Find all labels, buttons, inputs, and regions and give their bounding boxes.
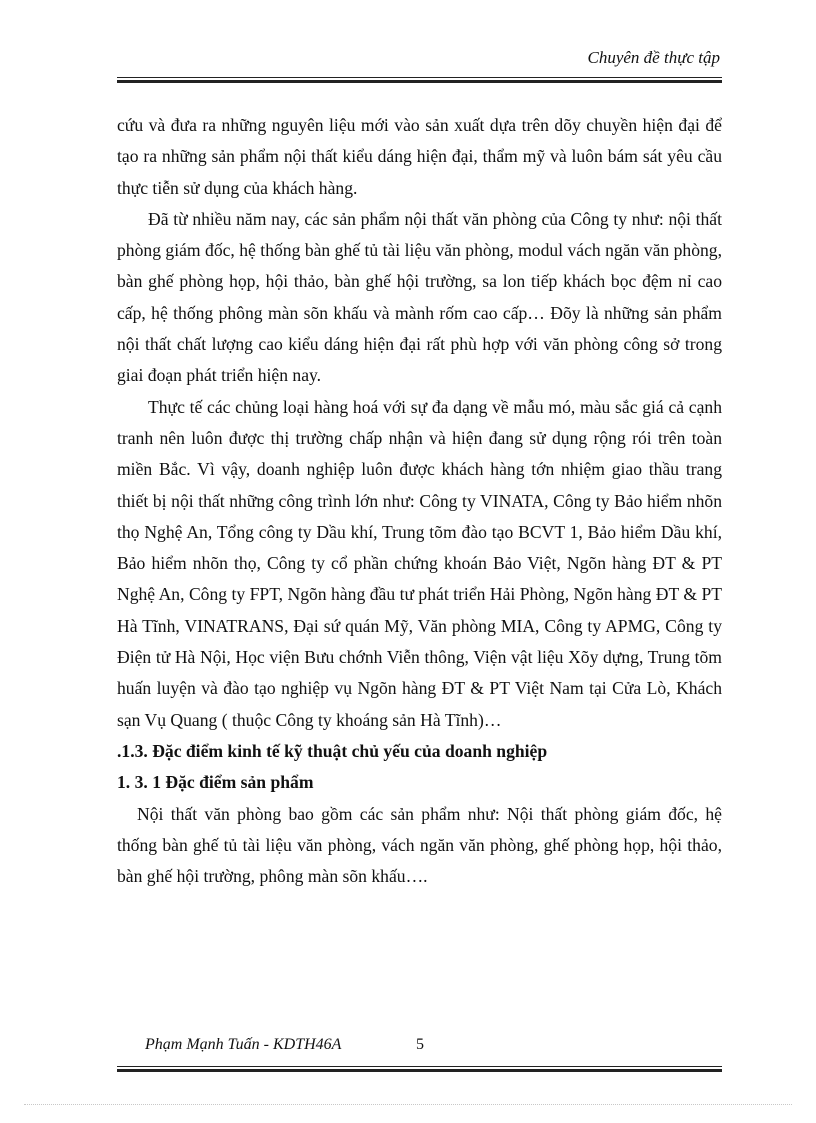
header-rule-thick [117, 80, 722, 83]
page-body [117, 110, 722, 892]
footer-rule-thin [117, 1066, 722, 1067]
header-title: Chuyên đề thực tập [587, 48, 720, 67]
footer-rule-thick [117, 1069, 722, 1072]
paragraph-clients: Thực tế các chủng loại hàng hoá với sự đa dạng về mẫu mó, màu sắc giá cả cạnh tranh nên luôn được thị trường chấp nhận và hiện đang sử dụng rộng rói trên toàn miền Bắc. Vì vậy, doanh nghiệp luôn được khách hàng tớn nhiệm giao thầu trang thiết bị nội thất những công trình lớn như: Công ty VINATA, Công ty Bảo hiểm nhõn thọ Nghệ An, Tổng công ty Dầu khí, Trung tõm đào tạo BCVT 1, Bảo hiểm Dầu khí, Bảo hiểm nhõn thọ, Công ty cổ phần chứng khoán Bảo Việt, Ngõn hàng ĐT & PT Nghệ An, Công ty FPT, Ngõn hàng đầu tư phát triển Hải Phòng, Ngõn hàng ĐT & PT Hà Tĩnh, VINATRANS, Đại sứ quán Mỹ, Văn phòng MIA, Công ty APMG, Công ty Điện tử Hà Nội, Học viện Bưu chớnh Viễn thông, Viện vật liệu Xõy dựng, Trung tõm huấn luyện và đào tạo nghiệp vụ Ngõn hàng ĐT & PT Việt Nam tại Cửa Lò, Khách sạn Vụ Quang ( thuộc Công ty khoáng sản Hà Tĩnh)… [117, 396, 722, 730]
footer-author: Phạm Mạnh Tuấn - KDTH46A [145, 1036, 342, 1053]
page-bottom-dotted-line [24, 1104, 792, 1105]
paragraph-products: Đã từ nhiều năm nay, các sản phẩm nội thất văn phòng của Công ty như: nội thất phòng giám đốc, hệ thống bàn ghế tủ tài liệu văn phòng, modul vách ngăn văn phòng, bàn ghế phòng họp, hội thảo, bàn ghế hội trường, sa lon tiếp khách bọc đệm nỉ cao cấp, hệ thống phông màn sõn khấu và mành rốm cao cấp… Đõy là những sản phẩm nội thất chất lượng cao kiểu dáng hiện đại rất phù hợp với văn phòng công sở trong giai đoạn phát triển hiện nay. [117, 208, 722, 386]
paragraph-product-features: Nội thất văn phòng bao gồm các sản phẩm như: Nội thất phòng giám đốc, hệ thống bàn ghế tủ tài liệu văn phòng, vách ngăn văn phòng, ghế phòng họp, hội thảo, bàn ghế hội trường, phông màn sõn khấu…. [117, 803, 722, 887]
page-number: 5 [416, 1036, 424, 1053]
heading-section-1-3: .1.3. Đặc điểm kinh tế kỹ thuật chủ yếu của doanh nghiệp [117, 740, 548, 761]
header-rule-thin [117, 77, 722, 78]
paragraph-continuation: cứu và đưa ra những nguyên liệu mới vào sản xuất dựa trên dõy chuyền hiện đại để tạo ra những sản phẩm nội thất kiểu dáng hiện đại, thẩm mỹ và luôn bám sát yêu cầu thực tiễn sử dụng của khách hàng. [117, 115, 722, 198]
heading-section-1-3-1: 1. 3. 1 Đặc điểm sản phẩm [117, 772, 314, 793]
